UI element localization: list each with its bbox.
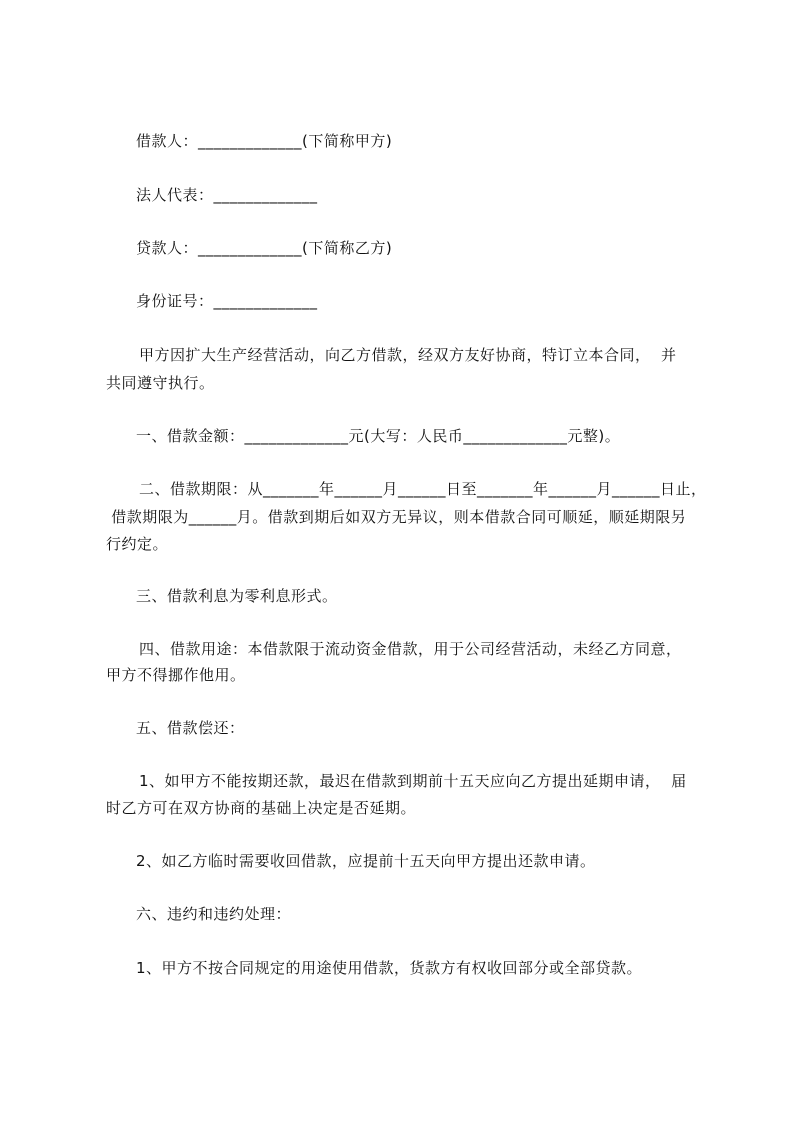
clause-purpose-line-2: 甲方不得挪作他用。: [106, 666, 246, 684]
id-number-field: 身份证号：_____________: [136, 292, 318, 310]
preamble-line-1: 甲方因扩大生产经营活动，向乙方借款，经双方友好协商，特订立本合同， 并: [139, 346, 677, 364]
clause-interest: 三、借款利息为零利息形式。: [136, 587, 338, 605]
clause-term-line-2: 借款期限为______月。借款到期后如双方无异议，则本借款合同可顺延，顺延期限另: [106, 508, 687, 526]
repayment-item-1-line-1: 1、如甲方不能按期还款，最迟在借款到期前十五天应向乙方提出延期申请， 届: [139, 772, 687, 790]
legal-rep-field: 法人代表：_____________: [136, 186, 318, 204]
breach-item-1: 1、甲方不按合同规定的用途使用借款，货款方有权收回部分或全部贷款。: [136, 959, 643, 977]
clause-term-line-1: 二、借款期限：从_______年______月______日至_______年______月______日止，: [139, 480, 707, 498]
borrower-field: 借款人：_____________(下简称甲方): [136, 132, 393, 150]
clause-amount: 一、借款金额：_____________元(大写：人民币_____________元整)。: [136, 427, 621, 445]
repayment-item-1-line-2: 时乙方可在双方协商的基础上决定是否延期。: [106, 799, 417, 817]
clause-breach-heading: 六、违约和违约处理：: [136, 905, 292, 923]
clause-purpose-line-1: 四、借款用途：本借款限于流动资金借款，用于公司经营活动，未经乙方同意，: [139, 640, 682, 658]
lender-field: 贷款人：_____________(下简称乙方): [136, 239, 393, 257]
clause-repayment-heading: 五、借款偿还：: [136, 719, 245, 737]
clause-term-line-3: 行约定。: [106, 535, 169, 553]
repayment-item-2: 2、如乙方临时需要收回借款，应提前十五天向甲方提出还款申请。: [136, 852, 596, 870]
preamble-line-2: 共同遵守执行。: [106, 374, 215, 392]
